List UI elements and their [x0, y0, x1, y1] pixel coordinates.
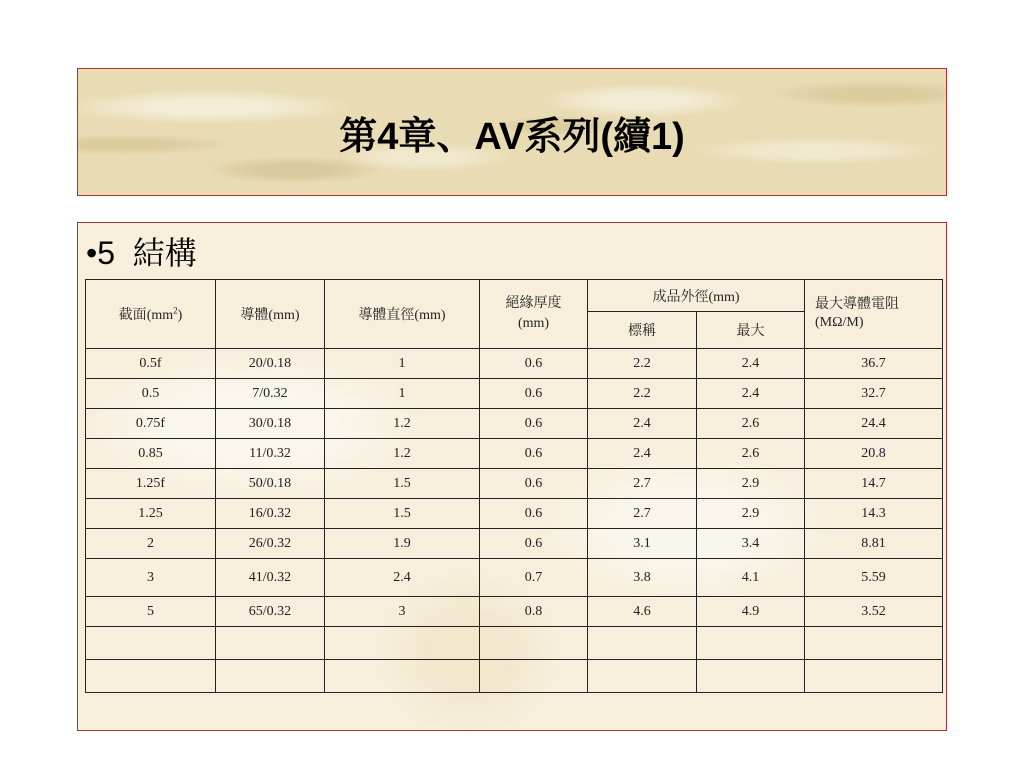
- slide-title: 第4章、AV系列(續1): [339, 115, 685, 158]
- table-row: [86, 499, 943, 529]
- header-conductor-diameter: 導體直徑(mm): [325, 280, 480, 349]
- table-cell: [588, 660, 697, 693]
- table-cell: 8.81: [805, 529, 943, 559]
- table-cell: 0.85: [86, 439, 216, 469]
- table-cell: 14.3: [805, 499, 943, 529]
- table-row: [86, 349, 943, 379]
- table-cell: 0.6: [480, 349, 588, 379]
- table-cell: 5.59: [805, 559, 943, 597]
- header-max: 最大: [697, 312, 805, 349]
- title-panel: [77, 68, 947, 196]
- table-cell: 41/0.32: [216, 559, 325, 597]
- table-cell: 36.7: [805, 349, 943, 379]
- table-cell: 4.6: [588, 597, 697, 627]
- header-outer-diameter: 成品外徑(mm): [588, 280, 805, 312]
- table-cell: 0.6: [480, 529, 588, 559]
- table-cell: 20/0.18: [216, 349, 325, 379]
- table-cell: [588, 627, 697, 660]
- table-cell: 0.6: [480, 469, 588, 499]
- table-cell: 1.5: [325, 469, 480, 499]
- table-cell: 5: [86, 597, 216, 627]
- table-cell: 2.2: [588, 349, 697, 379]
- section-number: 5: [97, 235, 115, 271]
- table-cell: 14.7: [805, 469, 943, 499]
- header-nominal: 標稱: [588, 312, 697, 349]
- table-row: [86, 597, 943, 627]
- section-title: 結構: [132, 235, 197, 271]
- header-max-resistance: 最大導體電阻 (MΩ/M): [805, 280, 943, 349]
- table-cell: 2.6: [697, 409, 805, 439]
- table-cell: 2.4: [588, 409, 697, 439]
- table-cell: 3.52: [805, 597, 943, 627]
- header-conductor: 導體(mm): [216, 280, 325, 349]
- table-cell: [325, 660, 480, 693]
- section-heading: [86, 233, 197, 273]
- header-section: 截面$(mm^2)$: [86, 280, 216, 349]
- table-cell: 1.25: [86, 499, 216, 529]
- table-cell: [805, 660, 943, 693]
- table-cell: 32.7: [805, 379, 943, 409]
- table-cell: 2.9: [697, 469, 805, 499]
- table-row: [86, 379, 943, 409]
- table-cell: [86, 660, 216, 693]
- table-row: [86, 469, 943, 499]
- table-cell: 11/0.32: [216, 439, 325, 469]
- table-cell: [216, 660, 325, 693]
- table-cell: 3.1: [588, 529, 697, 559]
- table-cell: 50/0.18: [216, 469, 325, 499]
- table-cell: 2.9: [697, 499, 805, 529]
- table-cell: 0.5f: [86, 349, 216, 379]
- table-cell: 16/0.32: [216, 499, 325, 529]
- table-cell: 0.6: [480, 409, 588, 439]
- table-row-empty: [86, 660, 943, 693]
- table-cell: 2.6: [697, 439, 805, 469]
- table-cell: 1.2: [325, 439, 480, 469]
- table-cell: [325, 627, 480, 660]
- table-cell: 65/0.32: [216, 597, 325, 627]
- table-cell: 2.7: [588, 469, 697, 499]
- content-panel: [77, 222, 947, 731]
- table-row-empty: [86, 627, 943, 660]
- table-cell: 30/0.18: [216, 409, 325, 439]
- table-cell: 1.25f: [86, 469, 216, 499]
- table-cell: 3: [86, 559, 216, 597]
- table-cell: [86, 627, 216, 660]
- table-cell: [805, 627, 943, 660]
- table-cell: 0.8: [480, 597, 588, 627]
- table-row: [86, 559, 943, 597]
- table-cell: [480, 660, 588, 693]
- table-cell: 2.7: [588, 499, 697, 529]
- table-cell: 3.8: [588, 559, 697, 597]
- table-cell: 2.4: [325, 559, 480, 597]
- table-cell: 2.2: [588, 379, 697, 409]
- table-cell: 3.4: [697, 529, 805, 559]
- table-row: [86, 529, 943, 559]
- table-cell: 2.4: [697, 379, 805, 409]
- table-cell: 1.2: [325, 409, 480, 439]
- table-cell: 2.4: [588, 439, 697, 469]
- table-cell: 2: [86, 529, 216, 559]
- table-cell: [480, 627, 588, 660]
- table-row: [86, 409, 943, 439]
- bullet-marker: •: [86, 235, 98, 271]
- table-cell: 1.9: [325, 529, 480, 559]
- table-cell: [216, 627, 325, 660]
- table-cell: 4.1: [697, 559, 805, 597]
- table-cell: [697, 627, 805, 660]
- table-cell: 3: [325, 597, 480, 627]
- table-cell: 0.6: [480, 499, 588, 529]
- table-cell: 26/0.32: [216, 529, 325, 559]
- table-cell: 0.6: [480, 439, 588, 469]
- table-cell: 0.5: [86, 379, 216, 409]
- table-header-row: [86, 280, 943, 312]
- table-cell: 0.6: [480, 379, 588, 409]
- table-cell: 4.9: [697, 597, 805, 627]
- header-insulation-thickness: 絕緣厚度 (mm): [480, 280, 588, 349]
- table-cell: [697, 660, 805, 693]
- table-cell: 1: [325, 379, 480, 409]
- table-cell: 7/0.32: [216, 379, 325, 409]
- structure-table: [85, 279, 943, 693]
- table-cell: 1: [325, 349, 480, 379]
- table-cell: 20.8: [805, 439, 943, 469]
- table-cell: 24.4: [805, 409, 943, 439]
- table-cell: 0.7: [480, 559, 588, 597]
- table-cell: 1.5: [325, 499, 480, 529]
- table-cell: 0.75f: [86, 409, 216, 439]
- table-cell: 2.4: [697, 349, 805, 379]
- table-row: [86, 439, 943, 469]
